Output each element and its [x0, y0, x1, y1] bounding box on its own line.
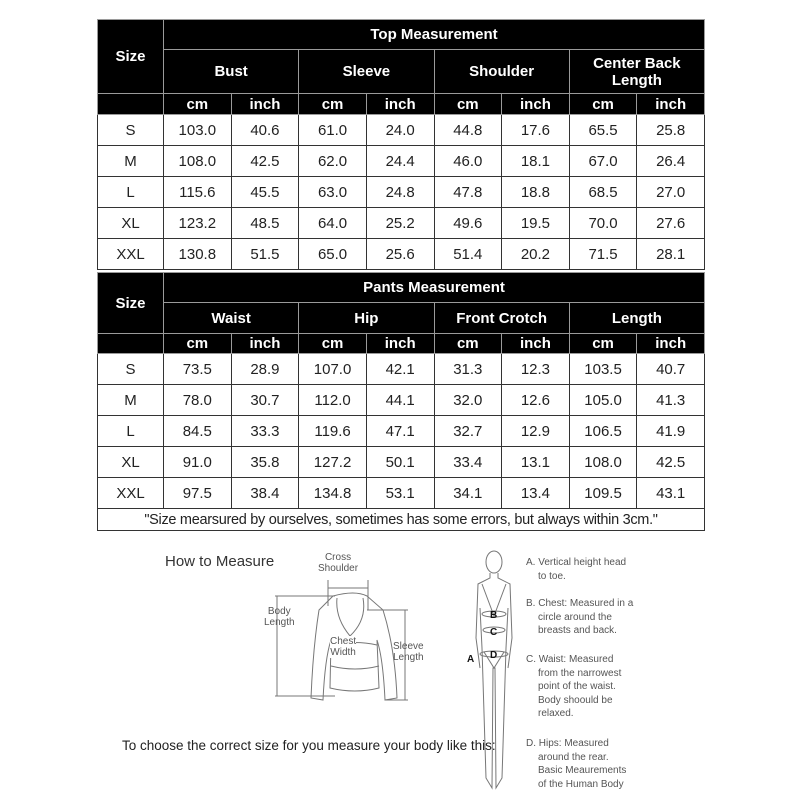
value-cell: 108.0: [569, 447, 637, 478]
value-cell: 40.6: [231, 115, 299, 146]
value-cell: 18.8: [502, 177, 570, 208]
unit-header: cm: [434, 334, 502, 354]
unit-header: inch: [366, 334, 434, 354]
size-cell: M: [98, 385, 164, 416]
value-cell: 51.5: [231, 239, 299, 270]
value-cell: 12.3: [502, 354, 570, 385]
value-cell: 13.4: [502, 478, 570, 509]
column-group-header: Front Crotch: [434, 303, 569, 334]
value-cell: 19.5: [502, 208, 570, 239]
value-cell: 25.8: [637, 115, 705, 146]
column-group-header: Hip: [299, 303, 434, 334]
value-cell: 91.0: [164, 447, 232, 478]
human-body-diagram-icon: [467, 548, 530, 798]
table-row: [98, 385, 705, 416]
table-row: [98, 239, 705, 270]
value-cell: 65.0: [299, 239, 367, 270]
value-cell: 134.8: [299, 478, 367, 509]
cross-shoulder-label: Cross Shoulder: [318, 552, 359, 574]
column-group-header: Shoulder: [434, 50, 569, 94]
value-cell: 32.0: [434, 385, 502, 416]
marker-a: A: [467, 654, 475, 665]
how-to-measure-title: How to Measure: [165, 553, 275, 570]
value-cell: 49.6: [434, 208, 502, 239]
pants-measurement-table: [97, 272, 705, 531]
value-cell: 41.3: [637, 385, 705, 416]
size-header: Size: [98, 20, 164, 94]
column-group-header: Waist: [164, 303, 299, 334]
unit-header: inch: [637, 334, 705, 354]
unit-header: cm: [569, 334, 637, 354]
value-cell: 73.5: [164, 354, 232, 385]
value-cell: 103.5: [569, 354, 637, 385]
value-cell: 42.5: [231, 146, 299, 177]
value-cell: 27.0: [637, 177, 705, 208]
value-cell: 12.6: [502, 385, 570, 416]
value-cell: 68.5: [569, 177, 637, 208]
table-row: [98, 208, 705, 239]
value-cell: 43.1: [637, 478, 705, 509]
value-cell: 12.9: [502, 416, 570, 447]
value-cell: 115.6: [164, 177, 232, 208]
unit-header: inch: [231, 94, 299, 115]
value-cell: 127.2: [299, 447, 367, 478]
value-cell: 41.9: [637, 416, 705, 447]
chest-width-label: Chest Width: [330, 636, 357, 658]
value-cell: 44.8: [434, 115, 502, 146]
table-title: Pants Measurement: [164, 273, 705, 303]
size-cell: L: [98, 416, 164, 447]
value-cell: 106.5: [569, 416, 637, 447]
value-cell: 44.1: [366, 385, 434, 416]
size-cell: XL: [98, 447, 164, 478]
table-row: [98, 146, 705, 177]
table-row: [98, 115, 705, 146]
value-cell: 97.5: [164, 478, 232, 509]
value-cell: 78.0: [164, 385, 232, 416]
top-measurement-table: [97, 19, 705, 270]
unit-header: inch: [502, 334, 570, 354]
value-cell: 119.6: [299, 416, 367, 447]
value-cell: 25.6: [366, 239, 434, 270]
size-cell: XXL: [98, 239, 164, 270]
column-group-header: Center Back Length: [569, 50, 704, 94]
marker-b: B: [490, 610, 498, 621]
value-cell: 32.7: [434, 416, 502, 447]
unit-header: cm: [569, 94, 637, 115]
value-cell: 42.1: [366, 354, 434, 385]
body-length-label: Body Length: [264, 606, 295, 628]
value-cell: 35.8: [231, 447, 299, 478]
value-cell: 26.4: [637, 146, 705, 177]
step-a: A. Vertical height head to toe.: [526, 557, 627, 582]
unit-header: cm: [164, 334, 232, 354]
value-cell: 45.5: [231, 177, 299, 208]
value-cell: 71.5: [569, 239, 637, 270]
step-d: D. Hips: Measured around the rear. Basic Meaurements of the Human Body: [526, 738, 627, 790]
value-cell: 25.2: [366, 208, 434, 239]
value-cell: 84.5: [164, 416, 232, 447]
step-b: B. Chest: Measured in a circle around the breasts and back.: [526, 598, 634, 636]
value-cell: 105.0: [569, 385, 637, 416]
value-cell: 28.9: [231, 354, 299, 385]
size-note: "Size mearsured by ourselves, sometimes has some errors, but always within 3cm.": [98, 509, 705, 531]
column-group-header: Length: [569, 303, 704, 334]
table-row: [98, 354, 705, 385]
unit-header: inch: [366, 94, 434, 115]
value-cell: 109.5: [569, 478, 637, 509]
unit-header: inch: [502, 94, 570, 115]
size-cell: XXL: [98, 478, 164, 509]
value-cell: 27.6: [637, 208, 705, 239]
value-cell: 65.5: [569, 115, 637, 146]
value-cell: 70.0: [569, 208, 637, 239]
value-cell: 20.2: [502, 239, 570, 270]
unit-header: cm: [434, 94, 502, 115]
value-cell: 34.1: [434, 478, 502, 509]
value-cell: 130.8: [164, 239, 232, 270]
value-cell: 13.1: [502, 447, 570, 478]
value-cell: 103.0: [164, 115, 232, 146]
table-row: [98, 478, 705, 509]
table-title: Top Measurement: [164, 20, 705, 50]
value-cell: 31.3: [434, 354, 502, 385]
size-cell: M: [98, 146, 164, 177]
value-cell: 40.7: [637, 354, 705, 385]
size-header: Size: [98, 273, 164, 334]
value-cell: 24.8: [366, 177, 434, 208]
value-cell: 42.5: [637, 447, 705, 478]
value-cell: 53.1: [366, 478, 434, 509]
value-cell: 107.0: [299, 354, 367, 385]
value-cell: 62.0: [299, 146, 367, 177]
value-cell: 30.7: [231, 385, 299, 416]
column-group-header: Bust: [164, 50, 299, 94]
table-row: [98, 416, 705, 447]
unit-header: cm: [299, 94, 367, 115]
unit-header: cm: [164, 94, 232, 115]
value-cell: 28.1: [637, 239, 705, 270]
value-cell: 64.0: [299, 208, 367, 239]
table-row: [98, 447, 705, 478]
value-cell: 33.4: [434, 447, 502, 478]
value-cell: 50.1: [366, 447, 434, 478]
value-cell: 108.0: [164, 146, 232, 177]
size-cell: S: [98, 354, 164, 385]
value-cell: 63.0: [299, 177, 367, 208]
value-cell: 24.0: [366, 115, 434, 146]
value-cell: 17.6: [502, 115, 570, 146]
unit-header: inch: [231, 334, 299, 354]
sleeve-length-label: Sleeve Length: [393, 641, 424, 663]
value-cell: 51.4: [434, 239, 502, 270]
value-cell: 123.2: [164, 208, 232, 239]
value-cell: 24.4: [366, 146, 434, 177]
value-cell: 48.5: [231, 208, 299, 239]
unit-header: cm: [299, 334, 367, 354]
step-c: C. Waist: Measured from the narrowest point of the waist. Body shoould be relaxed.: [526, 654, 622, 719]
size-cell: L: [98, 177, 164, 208]
column-group-header: Sleeve: [299, 50, 434, 94]
marker-c: C: [490, 627, 498, 638]
value-cell: 38.4: [231, 478, 299, 509]
unit-header: inch: [637, 94, 705, 115]
instruction-text: To choose the correct size for you measure your body like this:: [122, 738, 496, 753]
table-row: [98, 177, 705, 208]
value-cell: 47.1: [366, 416, 434, 447]
value-cell: 18.1: [502, 146, 570, 177]
value-cell: 61.0: [299, 115, 367, 146]
value-cell: 46.0: [434, 146, 502, 177]
marker-d: D: [490, 650, 498, 661]
value-cell: 112.0: [299, 385, 367, 416]
value-cell: 67.0: [569, 146, 637, 177]
value-cell: 47.8: [434, 177, 502, 208]
size-cell: S: [98, 115, 164, 146]
value-cell: 33.3: [231, 416, 299, 447]
size-cell: XL: [98, 208, 164, 239]
